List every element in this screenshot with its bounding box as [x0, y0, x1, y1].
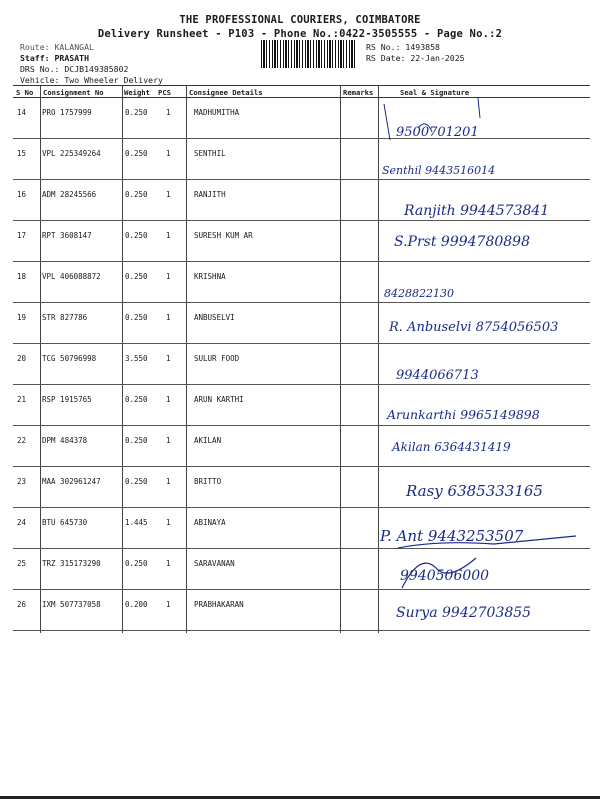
table-top-rule [13, 85, 590, 86]
consignment-number: RSP 1915765 [42, 395, 92, 404]
table-row [13, 180, 590, 221]
table-row [13, 549, 590, 590]
consignment-number: MAA 302961247 [42, 477, 101, 486]
consignment-number: ADM 28245566 [42, 190, 97, 199]
pieces-count: 1 [166, 518, 171, 527]
col-seal-signature: Seal & Signature [400, 88, 470, 97]
vehicle-label: Vehicle: Two Wheeler Delivery [20, 75, 163, 85]
consignment-number: DPM 484378 [42, 436, 88, 445]
consignee-name: ANBUSELVI [194, 313, 235, 322]
rs-date: RS Date: 22-Jan-2025 [366, 53, 465, 63]
table-row [13, 303, 590, 344]
pieces-count: 1 [166, 108, 171, 117]
signature: 8428822130 [384, 287, 454, 300]
col-weight: Weight [124, 88, 150, 97]
pieces-count: 1 [166, 395, 171, 404]
table-row [13, 467, 590, 508]
table-row [13, 508, 590, 549]
consignment-number: VPL 406088872 [42, 272, 101, 281]
row-sno: 21 [17, 395, 27, 404]
table-row [13, 262, 590, 303]
consignee-name: KRISHNA [194, 272, 226, 281]
signature: 9500701201 [396, 125, 479, 140]
weight-value: 0.250 [125, 272, 148, 281]
runsheet-subtitle: Delivery Runsheet - P103 - Phone No.:0422-3505555 - Page No.:2 [97, 28, 503, 40]
row-sno: 15 [17, 149, 27, 158]
weight-value: 1.445 [125, 518, 148, 527]
consignee-name: BRITTO [194, 477, 222, 486]
pieces-count: 1 [166, 231, 171, 240]
consignee-name: SURESH KUM AR [194, 231, 253, 240]
weight-value: 3.550 [125, 354, 148, 363]
signature: Akilan 6364431419 [392, 440, 511, 454]
consignment-number: STR 827786 [42, 313, 88, 322]
row-sno: 19 [17, 313, 27, 322]
col-sno: S No [16, 88, 34, 97]
table-row [13, 344, 590, 385]
drs-number: DRS No.: DCJB149385802 [20, 64, 129, 74]
consignment-number: RPT 3608147 [42, 231, 92, 240]
pieces-count: 1 [166, 272, 171, 281]
weight-value: 0.250 [125, 477, 148, 486]
pieces-count: 1 [166, 600, 171, 609]
consignment-number: TRZ 315173290 [42, 559, 101, 568]
col-consignment: Consignment No [43, 88, 104, 97]
weight-value: 0.250 [125, 559, 148, 568]
row-sno: 18 [17, 272, 27, 281]
signature: Ranjith 9944573841 [404, 203, 550, 219]
col-remarks: Remarks [343, 88, 374, 97]
consignment-number: VPL 225349264 [42, 149, 101, 158]
consignee-name: SENTHIL [194, 149, 226, 158]
signature: Arunkarthi 9965149898 [387, 407, 540, 422]
col-consignee: Consignee Details [189, 88, 263, 97]
row-sno: 26 [17, 600, 27, 609]
consignee-name: PRABHAKARAN [194, 600, 244, 609]
col-pcs: PCS [158, 88, 171, 97]
weight-value: 0.250 [125, 231, 148, 240]
table-row [13, 139, 590, 180]
consignment-number: IXM 507737058 [42, 600, 101, 609]
table-row [13, 221, 590, 262]
consignment-number: BTU 645730 [42, 518, 88, 527]
row-sno: 20 [17, 354, 27, 363]
weight-value: 0.200 [125, 600, 148, 609]
staff-label: Staff: PRASATH [20, 53, 90, 63]
consignee-name: SULUR FOOD [194, 354, 240, 363]
row-sno: 24 [17, 518, 27, 527]
weight-value: 0.250 [125, 149, 148, 158]
consignee-name: RANJITH [194, 190, 226, 199]
signature: 9940506000 [400, 568, 490, 584]
row-sno: 17 [17, 231, 27, 240]
pieces-count: 1 [166, 436, 171, 445]
consignment-number: TCG 50796998 [42, 354, 97, 363]
signature: Rasy 6385333165 [406, 482, 543, 500]
signature: P. Ant 9443253507 [380, 527, 524, 545]
table-row [13, 426, 590, 467]
company-title: THE PROFESSIONAL COURIERS, COIMBATORE [179, 14, 421, 26]
signature: Senthil 9443516014 [382, 164, 496, 177]
row-sno: 22 [17, 436, 27, 445]
row-sno: 14 [17, 108, 27, 117]
table-row [13, 98, 590, 139]
consignee-name: AKILAN [194, 436, 222, 445]
pieces-count: 1 [166, 354, 171, 363]
route-label: Route: KALANGAL [20, 42, 94, 52]
page-bottom-border [0, 796, 600, 799]
pieces-count: 1 [166, 477, 171, 486]
consignment-number: PRO 1757999 [42, 108, 92, 117]
pieces-count: 1 [166, 313, 171, 322]
weight-value: 0.250 [125, 190, 148, 199]
table-row [13, 590, 590, 631]
consignee-name: MADHUMITHA [194, 108, 240, 117]
consignee-name: ABINAYA [194, 518, 226, 527]
row-sno: 23 [17, 477, 27, 486]
row-sno: 16 [17, 190, 27, 199]
signature: R. Anbuselvi 8754056503 [389, 320, 559, 335]
weight-value: 0.250 [125, 436, 148, 445]
pieces-count: 1 [166, 559, 171, 568]
barcode [261, 40, 357, 68]
weight-value: 0.250 [125, 313, 148, 322]
signature: Surya 9942703855 [396, 605, 532, 621]
pieces-count: 1 [166, 149, 171, 158]
signature: S.Prst 9994780898 [394, 234, 530, 250]
signature: 9944066713 [396, 368, 479, 383]
weight-value: 0.250 [125, 395, 148, 404]
consignee-name: SARAVANAN [194, 559, 235, 568]
consignee-name: ARUN KARTHI [194, 395, 244, 404]
rs-number: RS No.: 1493858 [366, 42, 440, 52]
weight-value: 0.250 [125, 108, 148, 117]
pieces-count: 1 [166, 190, 171, 199]
row-sno: 25 [17, 559, 27, 568]
table-row [13, 385, 590, 426]
